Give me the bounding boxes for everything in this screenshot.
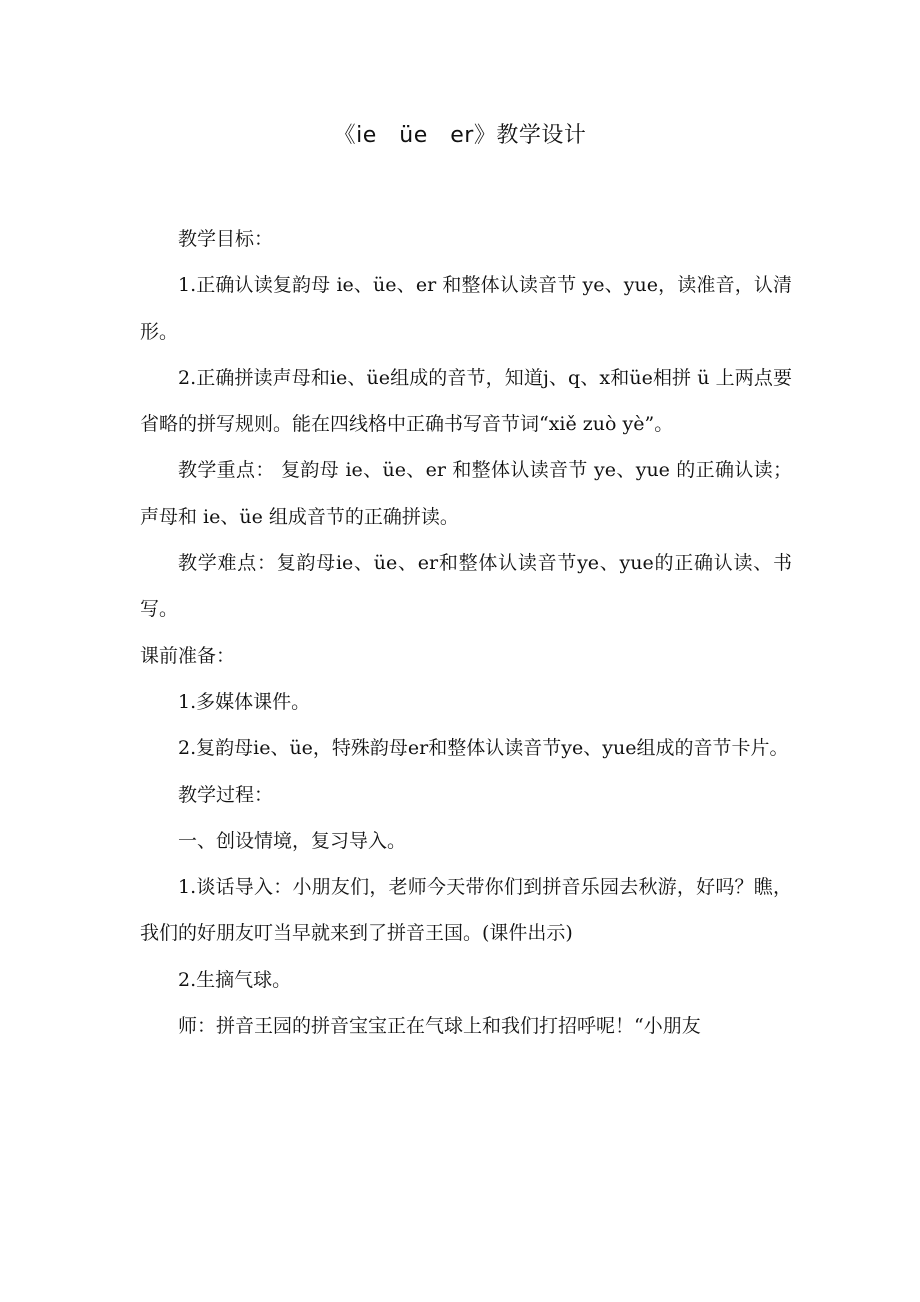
paragraph: 师：拼音王园的拼音宝宝正在气球上和我们打招呼呢！“小朋友	[178, 1015, 701, 1038]
paragraph: 一、创设情境，复习导入。	[178, 829, 407, 852]
paragraph: 2.正确拼读声母和ie、üe组成的音节，知道j、q、x和üe相拼 ü 上两点要省略的拼写规则。能在四线格中正确书写音节词“xiě zuò yè”。	[140, 366, 792, 436]
paragraph: 1.多媒体课件。	[178, 690, 311, 713]
paragraph: 教学过程：	[178, 783, 274, 806]
paragraph: 教学难点：复韵母ie、üe、er和整体认读音节ye、yue的正确认读、书写。	[140, 552, 792, 621]
paragraph: 1.正确认读复韵母 ie、üe、er 和整体认读音节 ye、yue，读准音，认清形。	[140, 274, 792, 343]
paragraph: 2.复韵母ie、üe，特殊韵母er和整体认读音节ye、yue组成的音节卡片。	[178, 737, 789, 760]
paragraph: 教学目标：	[178, 228, 274, 250]
paragraph: 2.生摘气球。	[178, 968, 292, 991]
document-title: 《ie üe er》教学设计	[333, 123, 587, 148]
document-body	[140, 216, 792, 1049]
paragraph: 课前准备：	[140, 644, 236, 667]
paragraph: 教学重点： 复韵母 ie、üe、er 和整体认读音节 ye、yue 的正确认读；声母和 ie、üe 组成音节的正确拼读。	[140, 459, 792, 528]
paragraph: 1.谈话导入：小朋友们，老师今天带你们到拼音乐园去秋游，好吗？瞧，我们的好朋友叮当早就来到了拼音王国。(课件出示)	[140, 876, 792, 945]
